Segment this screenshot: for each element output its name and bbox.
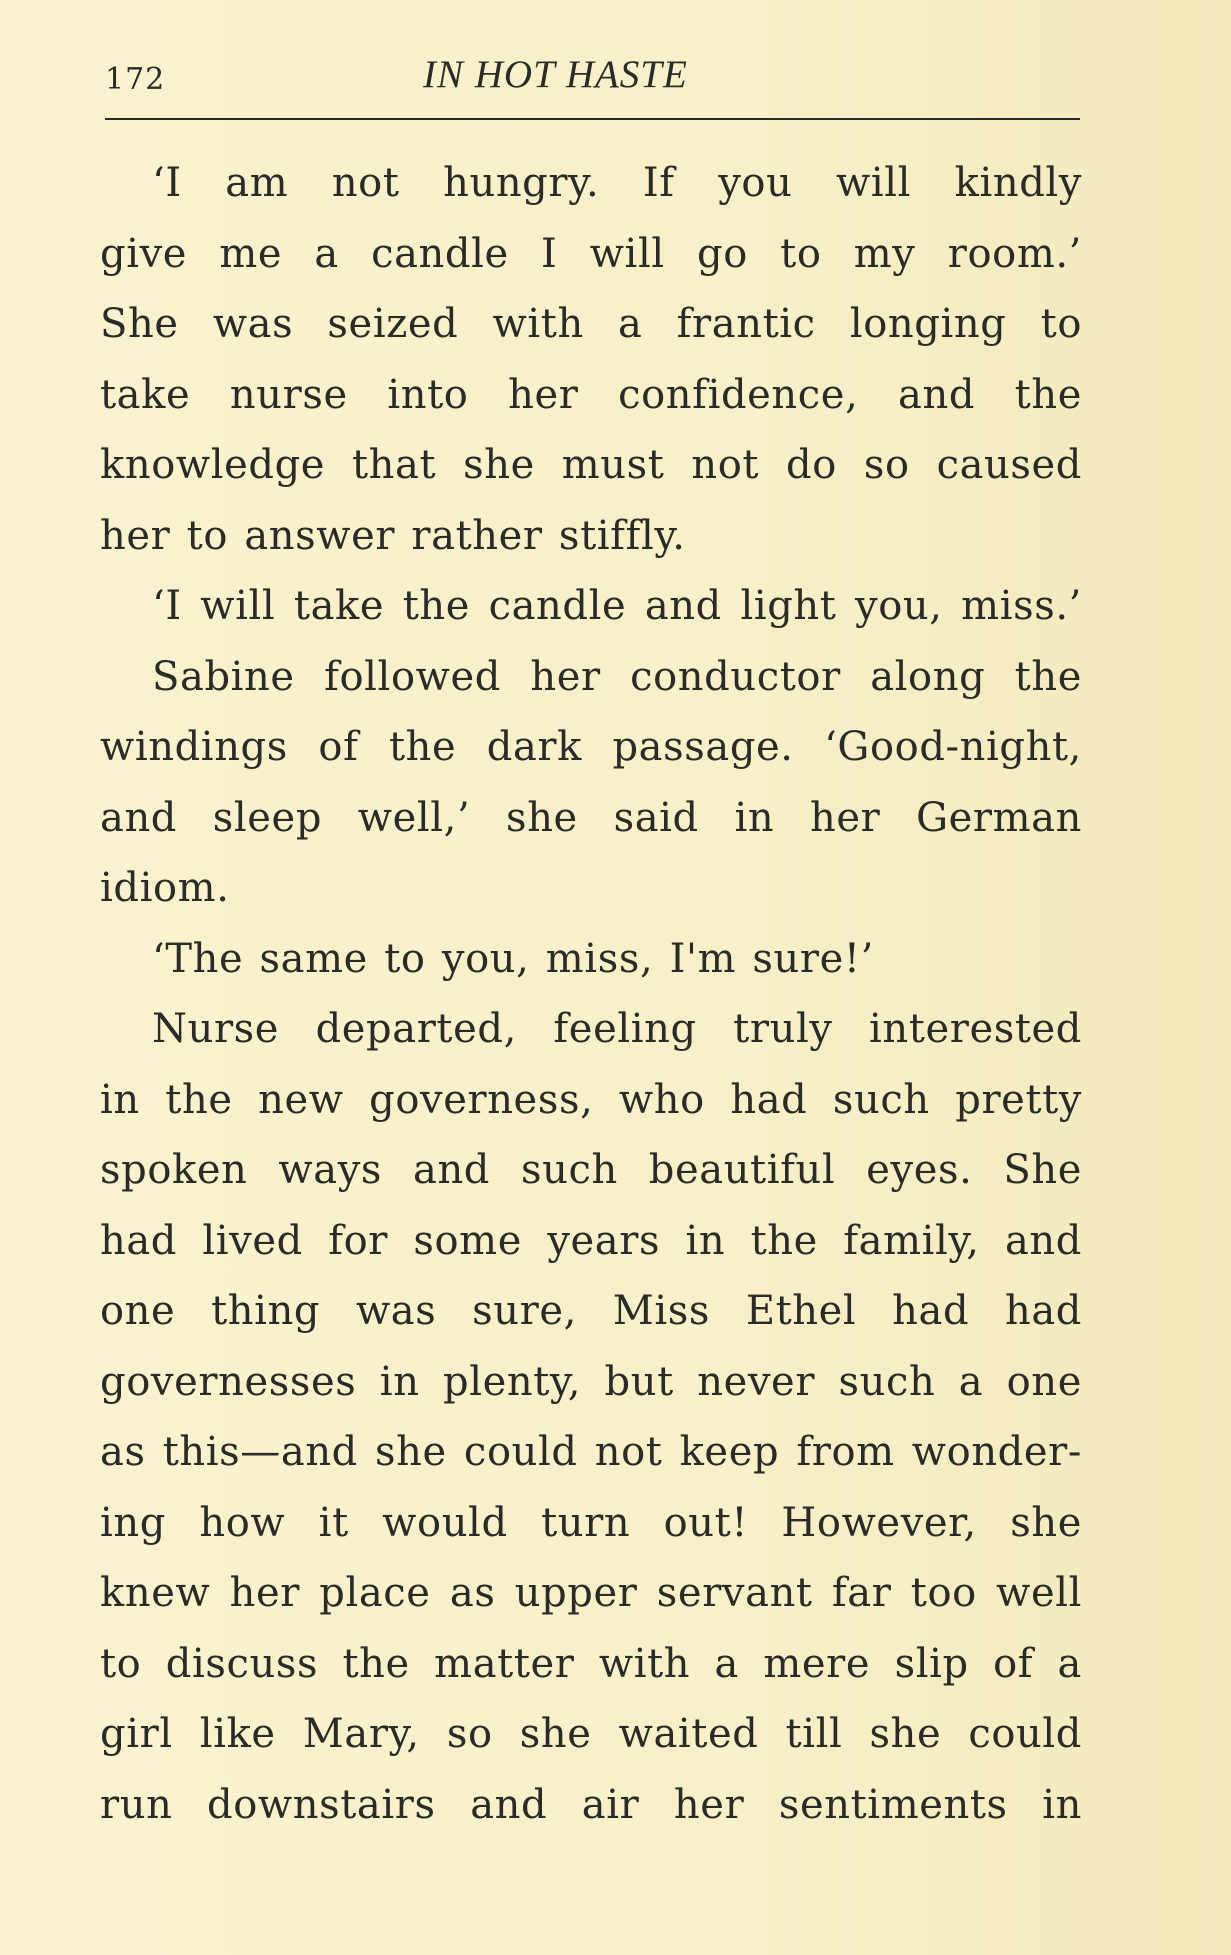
text-line: Nurse departed, feeling truly interested (152, 1006, 1082, 1052)
text-line: in the new governess, who had such pretty (100, 1076, 1082, 1123)
text-line: governesses in plenty, but never such a one (100, 1358, 1082, 1405)
text-line: to discuss the matter with a mere slip of a (100, 1640, 1082, 1687)
text-line: She was seized with a frantic longing to (100, 301, 1082, 347)
text-line: knew her place as upper servant far too well (100, 1570, 1082, 1616)
text-line: run downstairs and air her sentiments in (100, 1781, 1082, 1828)
page-number: 172 (105, 62, 166, 97)
text-line: give me a candle I will go to my room.’ (100, 230, 1082, 277)
text-line: and sleep well,’ she said in her German (100, 794, 1082, 841)
text-line: one thing was sure, Miss Ethel had had (100, 1288, 1082, 1334)
text-line: ‘The same to you, miss, I'm sure!’ (152, 935, 874, 982)
text-line: her to answer rather stiffly. (100, 512, 686, 559)
text-line: windings of the dark passage. ‘Good-night, (100, 724, 1082, 770)
text-line: take nurse into her confidence, and the (100, 371, 1082, 418)
text-line: knowledge that she must not do so caused (100, 442, 1082, 488)
text-line: ‘I am not hungry. If you will kindly (152, 160, 1082, 206)
text-line: idiom. (100, 865, 230, 911)
text-line: ‘I will take the candle and light you, miss.’ (152, 583, 1082, 629)
text-line: spoken ways and such beautiful eyes. She (100, 1147, 1082, 1193)
page-header (105, 48, 1080, 108)
header-rule (105, 118, 1080, 120)
running-head: IN HOT HASTE (423, 53, 688, 96)
body-text (100, 148, 1082, 1840)
text-line: girl like Mary, so she waited till she could (100, 1711, 1082, 1757)
text-line: had lived for some years in the family, and (100, 1217, 1082, 1264)
text-line: ing how it would turn out! However, she (100, 1499, 1082, 1546)
text-line: Sabine followed her conductor along the (152, 653, 1082, 700)
text-line: as this—and she could not keep from wonder- (100, 1429, 1082, 1475)
